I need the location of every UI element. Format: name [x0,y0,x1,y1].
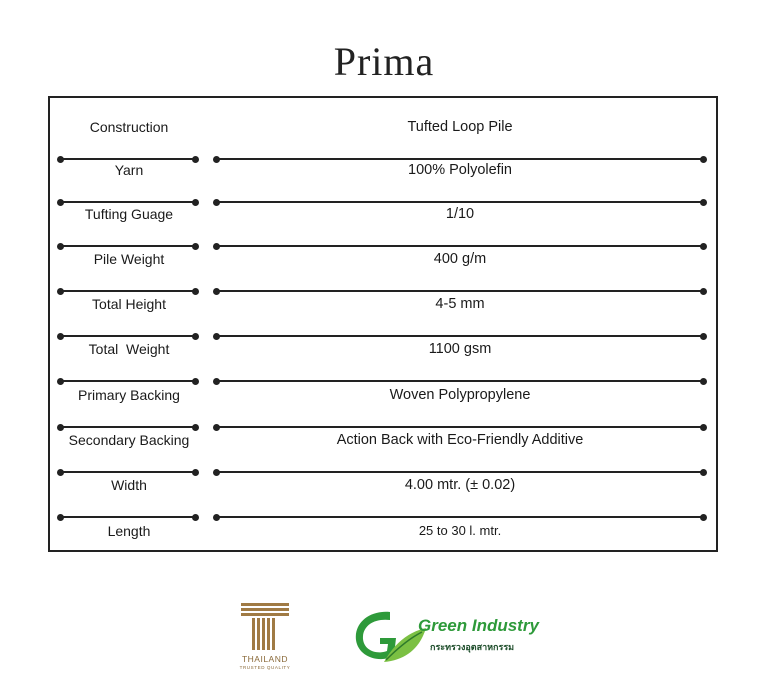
spec-row-width [50,470,716,516]
spec-value: Tufted Loop Pile [407,119,513,135]
spec-value: 1100 gsm [428,341,492,357]
spec-row-length [50,516,716,562]
thailand-logo-name: THAILAND [241,654,289,664]
spec-row-construction [50,112,716,158]
thailand-logo-tagline: TRUSTED QUALITY [239,665,291,670]
thailand-trusted-quality-logo [230,600,300,672]
spec-value: 25 to 30 l. mtr. [418,523,502,538]
green-industry-logo [350,604,550,666]
spec-row-primary-backing [50,380,716,426]
spec-value: 4-5 mm [435,296,485,312]
page-title: Prima [333,39,435,84]
spec-label: Construction [89,119,169,135]
spec-value: Action Back with Eco-Friendly Additive [336,432,584,448]
spec-label: Primary Backing [78,387,180,403]
green-industry-logo-name: Green Industry [418,616,539,635]
spec-row-total-height [50,289,716,335]
logo-strip [0,600,768,680]
spec-label: Tufting Guage [84,206,174,222]
spec-value: 4.00 mtr. (± 0.02) [404,477,516,493]
spec-value: 400 g/m [433,251,487,267]
spec-table [48,96,718,552]
spec-row-secondary-backing [50,425,716,471]
spec-label: Width [111,477,147,493]
spec-row-yarn [50,155,716,201]
thailand-t-icon [230,600,300,656]
spec-label: Length [107,523,151,539]
spec-label: Total Height [92,296,166,312]
spec-row-tufting-gauge [50,199,716,245]
spec-value: 100% Polyolefin [408,162,512,178]
spec-label: Pile Weight [93,251,165,267]
spec-label: Total Weight [88,341,170,357]
spec-label: Secondary Backing [68,432,190,448]
spec-row-pile-weight [50,244,716,290]
green-industry-logo-tagline: กระทรวงอุตสาหกรรม [430,642,515,652]
spec-value: Woven Polypropylene [389,387,531,403]
spec-label: Yarn [114,162,144,178]
spec-value: 1/10 [445,206,475,222]
spec-row-total-weight [50,334,716,380]
